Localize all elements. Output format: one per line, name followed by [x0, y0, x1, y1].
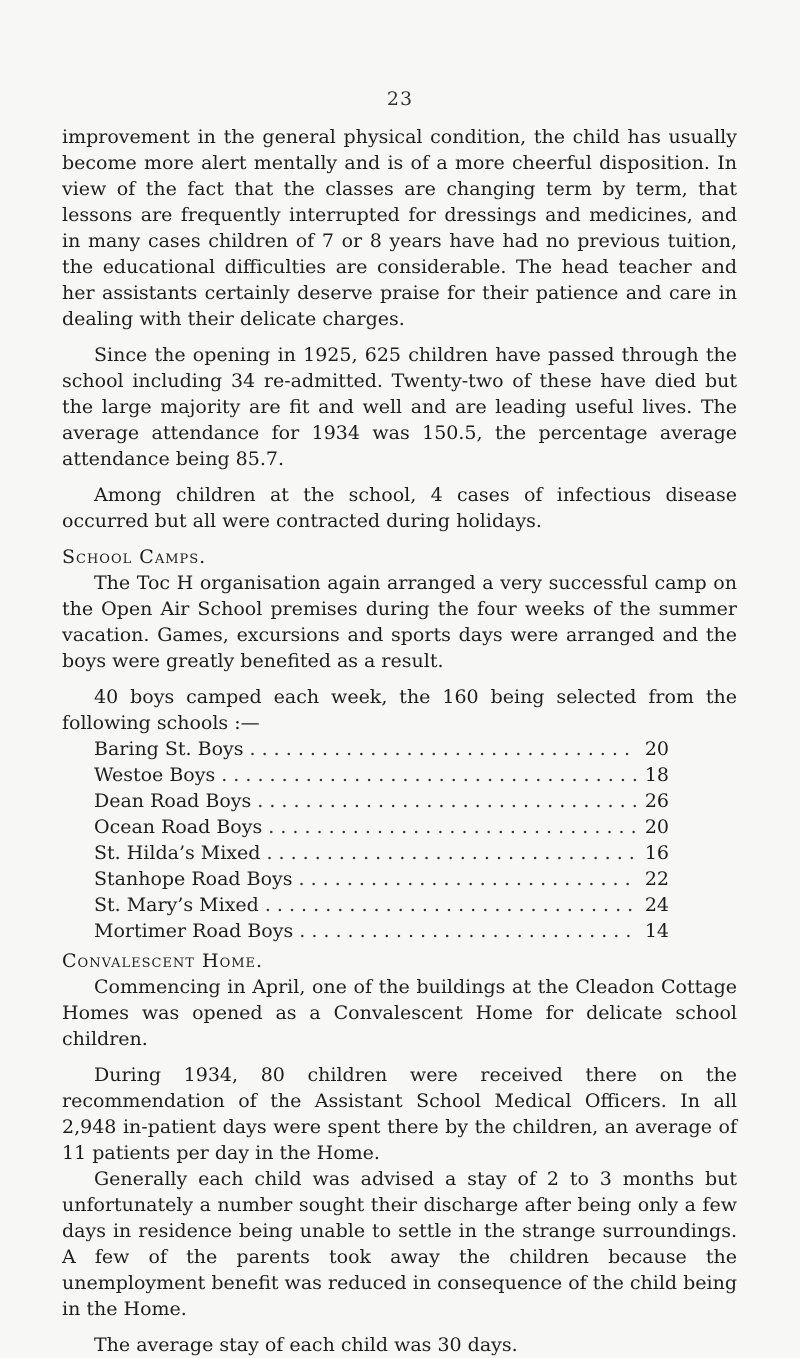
- school-count: 16: [644, 842, 669, 864]
- school-name: Mortimer Road Boys: [94, 920, 294, 942]
- school-name: Baring St. Boys: [94, 738, 244, 760]
- school-row: [94, 918, 669, 944]
- school-name: St. Mary’s Mixed: [94, 894, 259, 916]
- page-number: 23: [386, 88, 414, 110]
- school-list: [94, 736, 669, 944]
- paragraph-length-of-stay: Generally each child was advised a stay of 2 to 3 months but unfortunately a number sought their discharge after being only a few days in residence being unable to settle in the strange surroundings. A few of the parents took away the children because the unemployment benefit was reduced in consequence of the child being in the Home.: [62, 1168, 738, 1320]
- school-row: [94, 840, 669, 866]
- paragraph-children-received: During 1934, 80 children were received there on the recommendation of the Assistant School Medical Officers. In all 2,948 in-patient days were spent there by the children, an average of 11 patients per day in the Home.: [62, 1064, 737, 1164]
- school-name: Dean Road Boys: [94, 790, 252, 812]
- school-count: 20: [644, 816, 669, 838]
- dot-leader: [221, 762, 637, 788]
- dot-leader: [268, 814, 637, 840]
- document-body: [62, 124, 737, 1358]
- paragraph-since-opening: Since the opening in 1925, 625 children have passed through the school including 34 re-admitted. Twenty-two of these have died but the large majority are fit and well and are leading useful lives. The average attendance for 1934 was 150.5, the percentage average attendance being 85.7.: [62, 344, 737, 470]
- school-row: [94, 788, 669, 814]
- school-count: 20: [644, 738, 669, 760]
- school-count: 18: [644, 764, 669, 786]
- dot-leader: [299, 866, 638, 892]
- paragraph-physical-condition: improvement in the general physical condition, the child has usually become more alert mentally and is of a more cheerful disposition. In view of the fact that the classes are changing term by term, that lessons are frequently interrupted for dressings and medicines, and in many cases children of 7 or 8 years have had no previous tuition, the educational difficulties are considerable. The head teacher and her assistants certainly deserve praise for their patience and care in dealing with their delicate charges.: [62, 126, 737, 330]
- school-row: [94, 736, 669, 762]
- paragraph-infectious-disease: Among children at the school, 4 cases of infectious disease occurred but all were contracted during holidays.: [62, 484, 737, 532]
- dot-leader: [250, 736, 637, 762]
- dot-leader: [299, 918, 637, 944]
- dot-leader: [266, 840, 637, 866]
- school-name: Ocean Road Boys: [94, 816, 263, 838]
- heading-convalescent-home: Convalescent Home.: [62, 950, 264, 972]
- school-name: St. Hilda’s Mixed: [94, 842, 261, 864]
- heading-school-camps: School Camps.: [62, 546, 207, 568]
- school-row: [94, 866, 669, 892]
- school-count: 24: [644, 894, 669, 916]
- paragraph-cleadon-home: Commencing in April, one of the buildings at the Cleadon Cottage Homes was opened as a Convalescent Home for delicate school children.: [62, 976, 737, 1050]
- school-row: [94, 892, 669, 918]
- school-row: [94, 814, 669, 840]
- school-count: 22: [644, 868, 669, 890]
- school-count: 14: [644, 920, 669, 942]
- paragraph-boys-camped: 40 boys camped each week, the 160 being selected from the following schools :—: [62, 686, 737, 734]
- paragraph-average-stay: The average stay of each child was 30 days.: [94, 1334, 518, 1356]
- school-name: Stanhope Road Boys: [94, 868, 293, 890]
- school-row: [94, 762, 669, 788]
- dot-leader: [265, 892, 637, 918]
- dot-leader: [257, 788, 637, 814]
- paragraph-toc-h-camp: The Toc H organisation again arranged a very successful camp on the Open Air School premises during the four weeks of the summer vacation. Games, excursions and sports days were arranged and the boys were greatly benefited as a result.: [62, 572, 737, 672]
- school-count: 26: [644, 790, 669, 812]
- school-name: Westoe Boys: [94, 764, 216, 786]
